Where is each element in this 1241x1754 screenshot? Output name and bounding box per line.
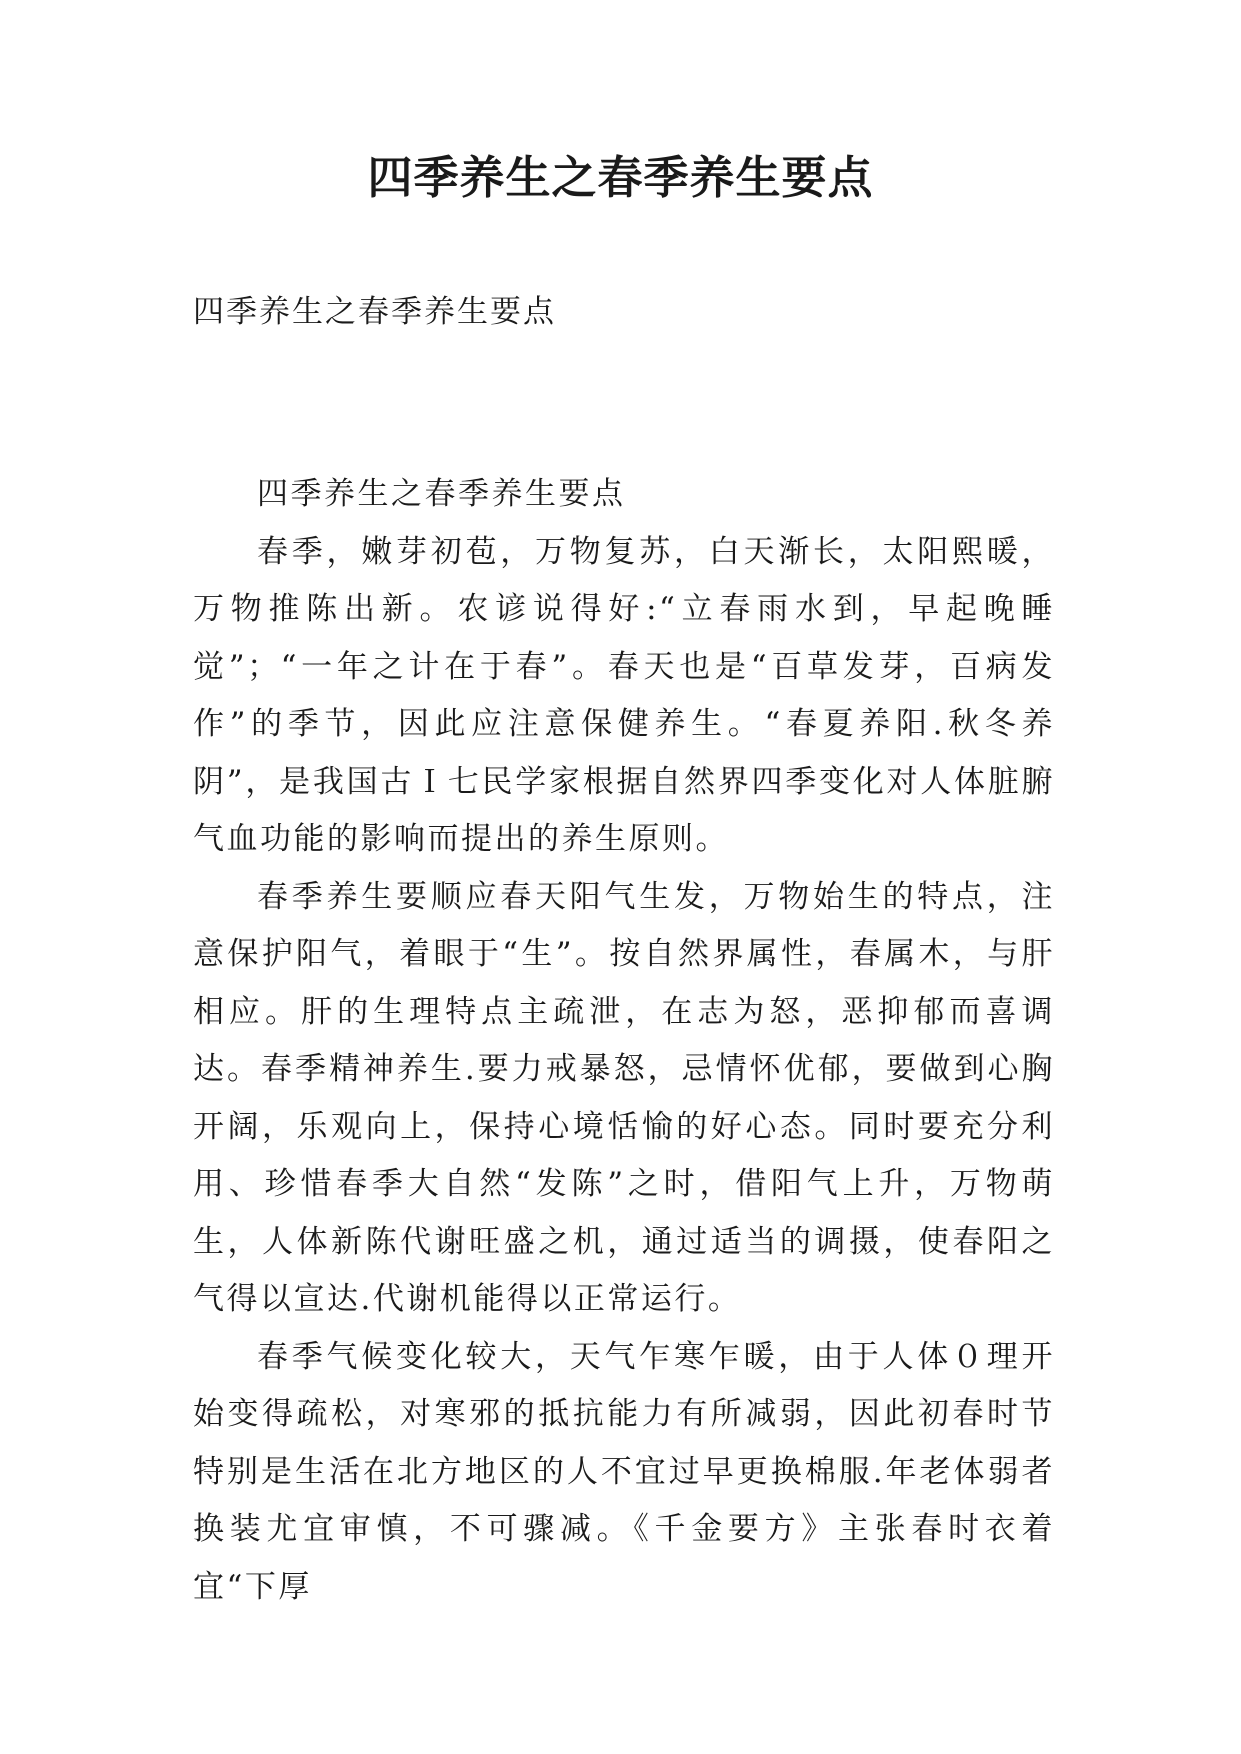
body-paragraph: 春季养生要顺应春天阳气生发，万物始生的特点，注意保护阳气，着眼于“生”。按自然界属性，春属木，与肝相应。肝的生理特点主疏泄，在志为怒，恶抑郁而喜调达。春季精神养生.要力戒暴怒，忌情怀优郁，要做到心胸开阔，乐观向上，保持心境恬愉的好心态。同时要充分利用、珍惜春季大自然“发陈”之时，借阳气上升，万物萌生，人体新陈代谢旺盛之机，通过适当的调摄，使春阳之气得以宣达.代谢机能得以正常运行。 bbox=[193, 878, 1055, 1317]
document-title: 四季养生之春季养生要点 bbox=[367, 151, 874, 204]
body-paragraph: 春季，嫩芽初苞，万物复苏，白天渐长，太阳熙暖，万物推陈出新。农谚说得好:“立春雨水到，早起晚睡觉”；“一年之计在于春”。春天也是“百草发芽，百病发作”的季节，因此应注意保健养生。“春夏养阳.秋冬养阴”，是我国古Ｉ七民学家根据自然界四季变化对人体脏腑气血功能的影响而提出的养生原则。 bbox=[193, 533, 1055, 857]
body-paragraph-heading: 四季养生之春季养生要点 bbox=[257, 476, 626, 512]
body-paragraph: 春季气候变化较大，天气乍寒乍暖，由于人体０理开始变得疏松，对寒邪的抵抗能力有所减弱，因此初春时节特别是生活在北方地区的人不宜过早更换棉服.年老体弱者换装尤宜审慎，不可骤减。《千金要方》主张春时衣着宜“下厚 bbox=[193, 1338, 1055, 1605]
document-subtitle: 四季养生之春季养生要点 bbox=[193, 294, 556, 330]
document-body bbox=[193, 466, 1055, 1616]
